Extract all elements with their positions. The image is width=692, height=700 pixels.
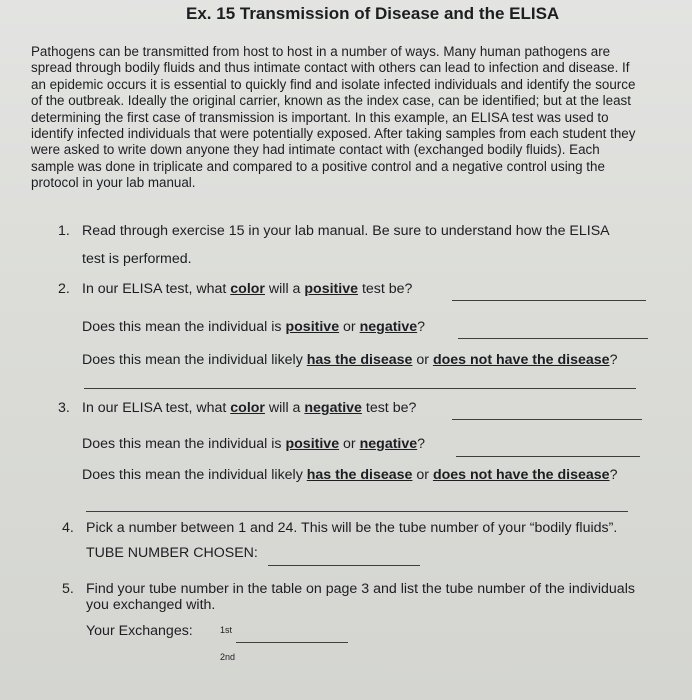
intro-line: Pathogens can be transmitted from host to host in a number of ways. Many human pathogens are [31, 44, 611, 59]
prompt-text: Does this mean the individual is [82, 319, 286, 335]
emphasis-negative: negative [304, 400, 362, 416]
answer-blank-q3-color[interactable] [452, 419, 642, 420]
question-1-line-2: test is performed. [82, 251, 192, 267]
prompt-text: In our ELISA test, what [82, 281, 231, 297]
answer-blank-q3-result[interactable] [456, 456, 640, 457]
prompt-text: test be? [358, 281, 413, 297]
question-5-number: 5. [62, 581, 74, 597]
first-exchange-label: 1st [220, 625, 233, 635]
exchanges-label: Your Exchanges: [86, 623, 193, 639]
intro-line: determining the first case of transmission is important. In this example, an ELISA test was used to [31, 109, 609, 125]
emphasis-no-disease: does not have the disease [432, 467, 610, 483]
intro-line: sample was done in triplicate and compared to a positive control and a negative control using the [31, 158, 605, 174]
question-2-result-prompt [82, 319, 425, 335]
prompt-text: ? [417, 319, 426, 335]
page-title: Ex. 15 Transmission of Disease and the ELISA [186, 4, 560, 23]
prompt-text: ? [609, 467, 618, 483]
question-4-number: 4. [62, 520, 74, 536]
prompt-text: will a [264, 400, 305, 416]
emphasis-color: color [230, 281, 265, 297]
prompt-text: or [339, 436, 360, 452]
tube-number-blank[interactable] [268, 565, 420, 566]
emphasis-no-disease: does not have the disease [432, 352, 610, 368]
first-exchange-blank[interactable] [236, 642, 348, 643]
prompt-text: In our ELISA test, what [82, 400, 231, 416]
prompt-text: will a [264, 281, 305, 297]
question-5-line-2: you exchanged with. [86, 597, 216, 613]
question-1-number: 1. [58, 223, 70, 239]
prompt-text: or [412, 352, 433, 368]
prompt-text: test be? [361, 400, 417, 416]
question-3-disease-prompt [82, 467, 617, 483]
intro-line: an epidemic occurs it is essential to quickly find and isolate infected individuals and identify the source [31, 76, 636, 92]
question-2-disease-prompt [82, 352, 617, 368]
question-3-number: 3. [58, 400, 70, 416]
emphasis-color: color [230, 400, 265, 416]
prompt-text: ? [609, 352, 618, 368]
emphasis-positive: positive [285, 319, 340, 335]
answer-blank-q2-color[interactable] [452, 300, 646, 301]
question-2-number: 2. [58, 281, 70, 297]
prompt-text: Does this mean the individual is [82, 436, 286, 452]
prompt-text: Does this mean the individual likely [82, 467, 307, 483]
question-4-line-1: Pick a number between 1 and 24. This will be the tube number of your “bodily fluids”. [86, 520, 618, 536]
intro-line: spread through bodily fluids and thus intimate contact with others can lead to infection and disease. If [31, 60, 630, 76]
question-4-tube-label: TUBE NUMBER CHOSEN: [86, 545, 258, 561]
emphasis-has-disease: has the disease [306, 352, 413, 368]
intro-paragraph [31, 44, 692, 192]
emphasis-positive: positive [304, 281, 358, 297]
intro-line: were asked to write down anyone they had intimate contact with (exchanged bodily fluids). Each [31, 142, 600, 158]
question-3-result-prompt [82, 436, 425, 452]
second-exchange-label: 2nd [220, 652, 236, 662]
question-1-line-1: Read through exercise 15 in your lab manual. Be sure to understand how the ELISA [82, 223, 610, 239]
emphasis-positive: positive [285, 436, 340, 452]
intro-line: of the outbreak. Ideally the original carrier, known as the index case, can be identified; but at the least [31, 93, 631, 109]
prompt-text: or [339, 319, 360, 335]
intro-line: identify infected individuals that were potentially exposed. After taking samples from each student they [31, 126, 636, 142]
prompt-text: Does this mean the individual likely [82, 352, 307, 368]
answer-blank-q2-disease[interactable] [84, 388, 636, 389]
question-2-color-prompt [82, 281, 412, 297]
question-5-line-1: Find your tube number in the table on page 3 and list the tube number of the individuals [86, 581, 635, 597]
question-3-color-prompt [82, 400, 416, 416]
emphasis-negative: negative [359, 436, 418, 452]
emphasis-has-disease: has the disease [306, 467, 413, 483]
emphasis-negative: negative [359, 319, 418, 335]
answer-blank-q3-disease[interactable] [86, 511, 628, 512]
prompt-text: ? [417, 436, 426, 452]
intro-line: protocol in your lab manual. [31, 175, 196, 191]
answer-blank-q2-result[interactable] [458, 338, 648, 339]
prompt-text: or [412, 467, 433, 483]
